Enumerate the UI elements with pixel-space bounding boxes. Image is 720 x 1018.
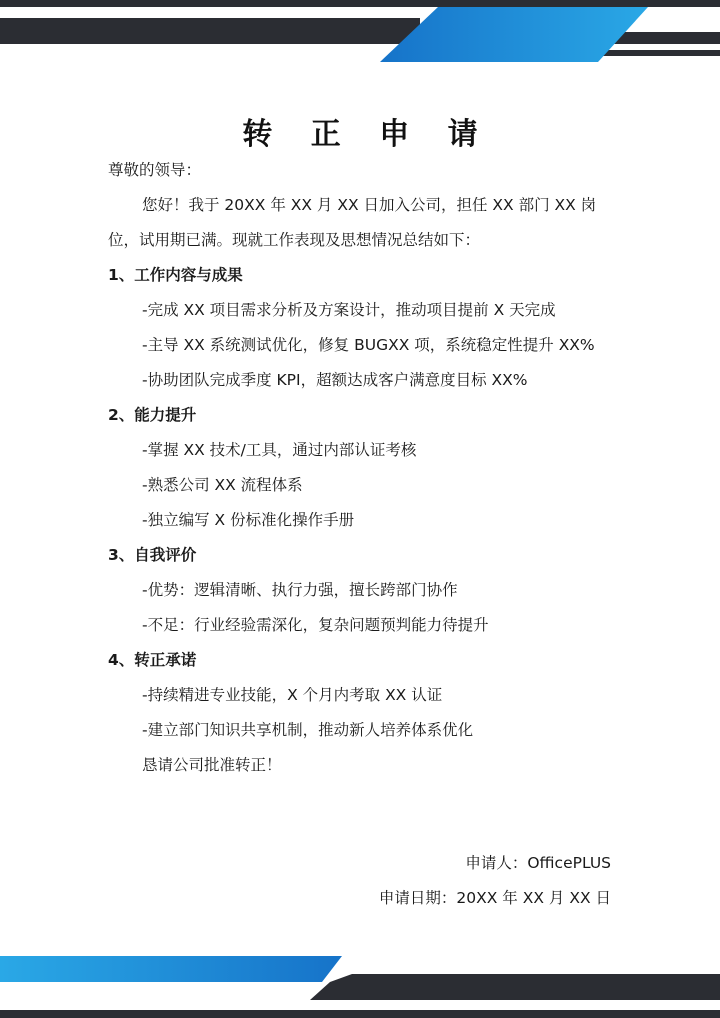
list-item: -不足：行业经验需深化，复杂问题预判能力待提升	[142, 616, 489, 634]
section-self-evaluation	[108, 538, 620, 643]
letter-body	[108, 153, 620, 783]
list-item: -熟悉公司 XX 流程体系	[142, 476, 303, 494]
closing-request: 恳请公司批准转正！	[142, 756, 282, 774]
list-item: -优势：逻辑清晰、执行力强，擅长跨部门协作	[142, 581, 458, 599]
section-heading: 4、转正承诺	[108, 651, 197, 669]
header-decoration	[0, 0, 720, 62]
section-heading: 2、能力提升	[108, 406, 197, 424]
section-work-results	[108, 258, 620, 398]
footer-decoration	[0, 956, 720, 1018]
section-heading: 1、工作内容与成果	[108, 266, 243, 284]
section-heading: 3、自我评价	[108, 546, 197, 564]
list-item: -持续精进专业技能，X 个月内考取 XX 认证	[142, 686, 443, 704]
page-title: 转 正 申 请	[242, 117, 492, 153]
section-skill-growth	[108, 398, 620, 538]
section-commitment	[108, 643, 620, 748]
application-date: 申请日期：20XX 年 XX 月 XX 日	[378, 889, 611, 907]
list-item: -独立编写 X 份标准化操作手册	[142, 511, 355, 529]
list-item: -完成 XX 项目需求分析及方案设计，推动项目提前 X 天完成	[142, 301, 556, 319]
list-item: -建立部门知识共享机制，推动新人培养体系优化	[142, 721, 474, 739]
list-item: -掌握 XX 技术/工具，通过内部认证考核	[142, 441, 417, 459]
list-item: -协助团队完成季度 KPI，超额达成客户满意度目标 XX%	[142, 371, 528, 389]
applicant-signature: 申请人：OfficePLUS	[465, 854, 611, 872]
opening-paragraph: 您好！我于 20XX 年 XX 月 XX 日加入公司，担任 XX 部门 XX 岗位，试用期已满。现就工作表现及思想情况总结如下：	[108, 196, 597, 249]
list-item: -主导 XX 系统测试优化，修复 BUGXX 项，系统稳定性提升 XX%	[142, 336, 595, 354]
salutation: 尊敬的领导：	[108, 161, 202, 179]
